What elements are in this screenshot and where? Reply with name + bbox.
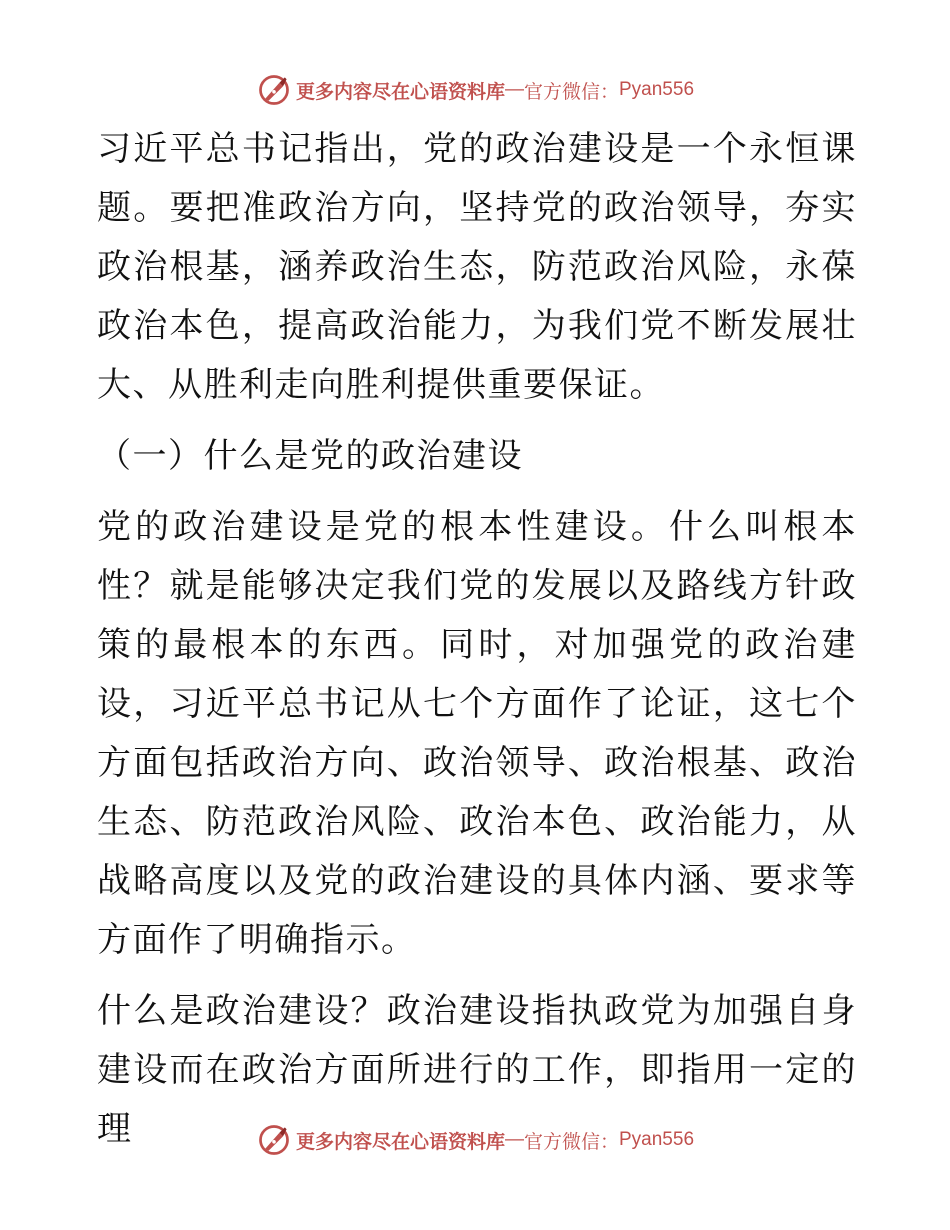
paragraph-intro: 习近平总书记指出，党的政治建设是一个永恒课题。要把准政治方向，坚持党的政治领导，夯实政治根基，涵养政治生态，防范政治风险，永葆政治本色，提高政治能力，为我们党不断发展壮大、从胜利走向胜利提供重要保证。 (97, 129, 857, 405)
footer-watermark (0, 1120, 950, 1160)
header-watermark (0, 70, 950, 110)
section-heading: （一）什么是党的政治建设 (97, 436, 523, 476)
watermark-dash: — (504, 79, 524, 100)
pen-nib-circle-icon (256, 72, 292, 108)
watermark-wechat-label: 官方微信： (523, 1130, 619, 1153)
pen-nib-circle-icon (256, 1122, 292, 1158)
paragraph-fundamental: 党的政治建设是党的根本性建设。什么叫根本性？就是能够决定我们党的发展以及路线方针政策的最根本的东西。同时，对加强党的政治建设，习近平总书记从七个方面作了论证，这七个方面包括政治方向、政治领导、政治根基、政治生态、防范政治风险、政治本色、政治能力，从战略高度以及党的政治建设的具体内涵、要求等方面作了明确指示。 (97, 507, 857, 960)
watermark-wechat-id: Pyan556 (619, 1129, 695, 1150)
watermark-wechat-label: 官方微信： (523, 80, 619, 103)
watermark-dash: — (504, 1129, 524, 1150)
document-body (97, 120, 857, 1159)
watermark-wechat-id: Pyan556 (619, 79, 695, 100)
paragraph-definition: 什么是政治建设？政治建设指执政党为加强自身建设而在政治方面所进行的工作，即指用一定的理 (97, 991, 857, 1149)
watermark-main-text: 更多内容尽在心语资料库 (295, 80, 505, 103)
watermark-main-text: 更多内容尽在心语资料库 (295, 1130, 505, 1153)
